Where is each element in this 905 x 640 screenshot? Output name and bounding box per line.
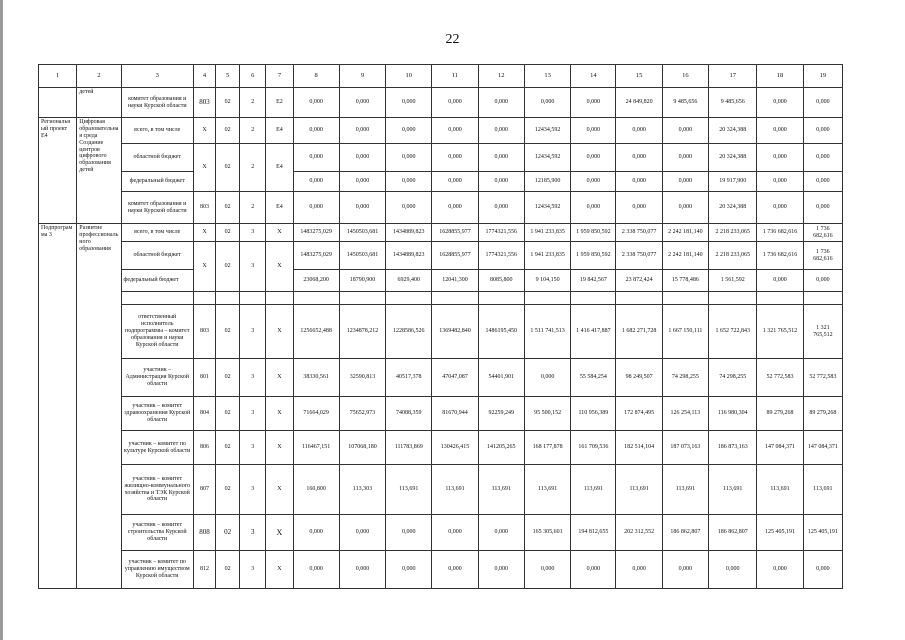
cell: 1 736 682,616	[757, 224, 803, 242]
cell: участник – комитет строительства Курской области	[121, 515, 193, 551]
cell: 1 321 765,512	[803, 305, 842, 359]
cell: 0,000	[339, 192, 385, 224]
cell: Е2	[266, 88, 293, 118]
cell: Х	[193, 242, 215, 292]
cell: 2	[240, 192, 266, 224]
cell: 18790,900	[339, 270, 385, 292]
column-header: 19	[803, 65, 842, 88]
table-row	[39, 465, 843, 515]
cell: 0,000	[803, 551, 842, 589]
column-header: 14	[571, 65, 616, 88]
cell: 02	[216, 397, 240, 431]
cell: 1 321 765,512	[757, 305, 803, 359]
cell: 2	[240, 118, 266, 144]
cell: 95 500,152	[524, 397, 570, 431]
cell: 0,000	[616, 172, 662, 192]
cell: 71664,029	[293, 397, 339, 431]
cell: 0,000	[616, 144, 662, 172]
cell: 40517,378	[386, 359, 432, 397]
cell: 107068,180	[339, 431, 385, 465]
cell: 1 736 682,616	[803, 242, 842, 270]
cell: 2 242 181,140	[662, 242, 708, 270]
cell: Региональный проект Е4	[39, 118, 77, 224]
cell: 12434,592	[524, 192, 570, 224]
cell: 0,000	[432, 118, 478, 144]
column-header: 13	[524, 65, 570, 88]
cell: 0,000	[386, 144, 432, 172]
cell: 0,000	[757, 551, 803, 589]
cell: 92259,249	[478, 397, 524, 431]
cell: Е4	[266, 118, 293, 144]
cell: 0,000	[339, 144, 385, 172]
table-row	[39, 144, 843, 172]
cell: 15 778,486	[662, 270, 708, 292]
cell: ответственный исполнитель подпрограммы – комитет образования и науки Курской области	[121, 305, 193, 359]
cell: 0,000	[339, 172, 385, 192]
cell: 125 405,191	[803, 515, 842, 551]
cell: Цифровая образовательная среда Создание центров цифрового образования детей	[77, 118, 121, 224]
cell: 0,000	[432, 515, 478, 551]
cell: 74088,359	[386, 397, 432, 431]
cell: 0,000	[478, 88, 524, 118]
cell: 47047,087	[432, 359, 478, 397]
cell: 1 959 850,592	[571, 242, 616, 270]
cell: 02	[216, 118, 240, 144]
cell: 1628855,977	[432, 242, 478, 270]
cell: Х	[266, 515, 293, 551]
cell: 187 073,163	[662, 431, 708, 465]
cell: 0,000	[432, 172, 478, 192]
cell: 89 279,268	[757, 397, 803, 431]
cell: 1 941 233,835	[524, 242, 570, 270]
column-header: 3	[121, 65, 193, 88]
cell: 02	[216, 224, 240, 242]
cell: комитет образования и науки Курской области	[121, 88, 193, 118]
cell: 801	[193, 359, 215, 397]
cell: 194 812,655	[571, 515, 616, 551]
cell: 804	[193, 397, 215, 431]
cell: федеральный бюджет	[121, 270, 193, 292]
cell: 0,000	[662, 118, 708, 144]
cell: 02	[216, 465, 240, 515]
cell: 0,000	[293, 118, 339, 144]
column-header: 16	[662, 65, 708, 88]
table-row	[39, 270, 843, 292]
cell: 0,000	[293, 515, 339, 551]
table-row	[39, 431, 843, 465]
cell: 0,000	[293, 551, 339, 589]
cell: 806	[193, 431, 215, 465]
cell: 0,000	[571, 118, 616, 144]
cell: 12185,900	[524, 172, 570, 192]
column-header: 8	[293, 65, 339, 88]
cell: Х	[266, 551, 293, 589]
cell: 0,000	[386, 118, 432, 144]
cell: 9 485,656	[709, 88, 757, 118]
cell: 0,000	[803, 192, 842, 224]
cell: 0,000	[524, 359, 570, 397]
cell: 165 305,601	[524, 515, 570, 551]
column-header: 9	[339, 65, 385, 88]
cell: детей	[77, 88, 121, 118]
cell: 172 874,495	[616, 397, 662, 431]
cell: 111783,869	[386, 431, 432, 465]
cell: 12041,300	[432, 270, 478, 292]
cell: 2	[240, 88, 266, 118]
cell: 20 324,388	[709, 192, 757, 224]
cell: всего, в том числе	[121, 224, 193, 242]
cell: 812	[193, 551, 215, 589]
cell: 141205,265	[478, 431, 524, 465]
cell: 1 561,592	[709, 270, 757, 292]
cell: 02	[216, 551, 240, 589]
cell: 2 218 233,065	[709, 224, 757, 242]
cell: 0,000	[757, 172, 803, 192]
cell: 110 956,389	[571, 397, 616, 431]
cell: 02	[216, 144, 240, 192]
cell: 2 242 181,140	[662, 224, 708, 242]
cell: 0,000	[386, 172, 432, 192]
table-row	[39, 397, 843, 431]
cell: 0,000	[432, 551, 478, 589]
cell: участник – Администрация Курской области	[121, 359, 193, 397]
cell: участник – комитет по культуре Курской области	[121, 431, 193, 465]
cell: Х	[266, 242, 293, 292]
cell: 125 405,191	[757, 515, 803, 551]
cell: 0,000	[478, 551, 524, 589]
cell: 1483275,029	[293, 242, 339, 270]
cell: 0,000	[616, 192, 662, 224]
cell: 38330,561	[293, 359, 339, 397]
cell: 32590,813	[339, 359, 385, 397]
cell: 1486195,450	[478, 305, 524, 359]
cell: 0,000	[339, 515, 385, 551]
cell: 74 298,255	[662, 359, 708, 397]
table-row	[39, 224, 843, 242]
column-header: 4	[193, 65, 215, 88]
cell: участник – комитет по управлению имуществом Курской области	[121, 551, 193, 589]
cell: 0,000	[571, 172, 616, 192]
column-header: 2	[77, 65, 121, 88]
cell: 0,000	[386, 551, 432, 589]
cell: 02	[216, 88, 240, 118]
cell: 113,691	[662, 465, 708, 515]
cell: 0,000	[339, 88, 385, 118]
cell: 0,000	[524, 88, 570, 118]
cell: 52 772,583	[803, 359, 842, 397]
cell: 1 652 722,843	[709, 305, 757, 359]
cell: 803	[193, 305, 215, 359]
cell: 0,000	[571, 144, 616, 172]
cell: комитет образования и науки Курской области	[121, 192, 193, 224]
cell: 0,000	[662, 172, 708, 192]
cell: 130426,415	[432, 431, 478, 465]
cell: 1 736 682,616	[757, 242, 803, 270]
cell: 6929,400	[386, 270, 432, 292]
cell: 186 862,807	[662, 515, 708, 551]
cell: 1 941 233,835	[524, 224, 570, 242]
cell: 0,000	[478, 144, 524, 172]
cell: 3	[240, 551, 266, 589]
table-row	[39, 359, 843, 397]
cell: 0,000	[478, 118, 524, 144]
cell: 0,000	[571, 192, 616, 224]
cell: 126 254,113	[662, 397, 708, 431]
cell: областной бюджет	[121, 144, 193, 172]
cell: 803	[193, 192, 215, 224]
column-header: 6	[240, 65, 266, 88]
cell: 1234878,212	[339, 305, 385, 359]
cell: 02	[216, 192, 240, 224]
cell: 0,000	[478, 192, 524, 224]
cell: 113,691	[571, 465, 616, 515]
cell: 1369482,840	[432, 305, 478, 359]
cell: 02	[216, 242, 240, 292]
cell: 186 862,807	[709, 515, 757, 551]
cell: 1450503,681	[339, 242, 385, 270]
cell: 0,000	[339, 551, 385, 589]
cell: 2 218 233,065	[709, 242, 757, 270]
cell: Подпрограмма 3	[39, 224, 77, 589]
cell: Е4	[266, 192, 293, 224]
column-header: 11	[432, 65, 478, 88]
cell: 0,000	[757, 118, 803, 144]
cell: 20 324,388	[709, 118, 757, 144]
cell: 803	[193, 88, 215, 118]
cell: 3	[240, 359, 266, 397]
cell: 186 873,163	[709, 431, 757, 465]
cell: 0,000	[293, 192, 339, 224]
scan-edge	[0, 0, 3, 640]
cell: 182 514,104	[616, 431, 662, 465]
cell: 0,000	[662, 144, 708, 172]
cell: 89 279,268	[803, 397, 842, 431]
cell: 0,000	[386, 515, 432, 551]
cell: 1774321,556	[478, 224, 524, 242]
cell: 0,000	[571, 88, 616, 118]
cell: Х	[266, 465, 293, 515]
table-row	[39, 292, 843, 305]
cell: 19 842,567	[571, 270, 616, 292]
cell: всего, в том числе	[121, 118, 193, 144]
cell: 113,691	[803, 465, 842, 515]
table-row	[39, 551, 843, 589]
cell: 1434889,823	[386, 224, 432, 242]
cell: 1628855,977	[432, 224, 478, 242]
cell: 808	[193, 515, 215, 551]
table-row	[39, 305, 843, 359]
cell	[39, 88, 77, 118]
cell: 1228586,526	[386, 305, 432, 359]
column-header: 5	[216, 65, 240, 88]
table-row	[39, 118, 843, 144]
cell: 0,000	[757, 88, 803, 118]
cell: 0,000	[662, 192, 708, 224]
cell: 1 959 850,592	[571, 224, 616, 242]
cell: 1256652,488	[293, 305, 339, 359]
cell: 0,000	[386, 88, 432, 118]
cell: 52 772,583	[757, 359, 803, 397]
cell: 0,000	[339, 118, 385, 144]
cell: 0,000	[616, 118, 662, 144]
cell: 116 980,304	[709, 397, 757, 431]
cell: 0,000	[293, 88, 339, 118]
column-header: 10	[386, 65, 432, 88]
cell: 1 511 741,513	[524, 305, 570, 359]
cell: 160,800	[293, 465, 339, 515]
cell: 02	[216, 305, 240, 359]
cell: 1774321,556	[478, 242, 524, 270]
table-row	[39, 515, 843, 551]
cell: 3	[240, 515, 266, 551]
cell: 0,000	[803, 270, 842, 292]
cell: 23 872,424	[616, 270, 662, 292]
column-header: 15	[616, 65, 662, 88]
cell: 113,691	[757, 465, 803, 515]
cell: 0,000	[386, 192, 432, 224]
column-header: 12	[478, 65, 524, 88]
cell: 3	[240, 431, 266, 465]
cell: 116467,151	[293, 431, 339, 465]
cell: 55 584,254	[571, 359, 616, 397]
table-row	[39, 242, 843, 270]
cell: 0,000	[757, 270, 803, 292]
cell: 113,691	[524, 465, 570, 515]
cell: Х	[266, 431, 293, 465]
cell: 3	[240, 465, 266, 515]
cell: 75652,973	[339, 397, 385, 431]
cell: Е4	[266, 144, 293, 192]
cell: 74 298,255	[709, 359, 757, 397]
cell: 147 084,371	[757, 431, 803, 465]
cell: 0,000	[478, 172, 524, 192]
cell: 168 177,878	[524, 431, 570, 465]
cell: 113,691	[386, 465, 432, 515]
cell: 3	[240, 397, 266, 431]
cell: 12434,592	[524, 118, 570, 144]
cell: 0,000	[803, 88, 842, 118]
cell: 0,000	[571, 551, 616, 589]
table-row	[39, 192, 843, 224]
cell: 0,000	[709, 551, 757, 589]
cell: 2 338 750,077	[616, 224, 662, 242]
cell: 1483275,029	[293, 224, 339, 242]
cell: 0,000	[478, 515, 524, 551]
cell: 0,000	[803, 172, 842, 192]
cell: 23068,200	[293, 270, 339, 292]
cell: 19 917,900	[709, 172, 757, 192]
cell: Х	[193, 144, 215, 192]
header-row	[39, 65, 843, 88]
budget-table	[38, 64, 843, 589]
cell: 113,691	[432, 465, 478, 515]
cell: 12434,592	[524, 144, 570, 172]
cell: 3	[240, 242, 266, 292]
cell: 202 312,552	[616, 515, 662, 551]
cell: 9 485,656	[662, 88, 708, 118]
cell: 3	[240, 224, 266, 242]
cell: 9 104,150	[524, 270, 570, 292]
cell: участник – комитет здравоохранения Курской области	[121, 397, 193, 431]
cell: 0,000	[757, 192, 803, 224]
cell: 0,000	[432, 192, 478, 224]
cell: Х	[266, 397, 293, 431]
column-header: 17	[709, 65, 757, 88]
cell: Х	[266, 359, 293, 397]
cell: 20 324,388	[709, 144, 757, 172]
cell: 0,000	[803, 144, 842, 172]
cell: 0,000	[432, 88, 478, 118]
cell: 02	[216, 431, 240, 465]
cell: 1 667 150,111	[662, 305, 708, 359]
column-header: 18	[757, 65, 803, 88]
cell: 0,000	[293, 172, 339, 192]
cell: 24 849,820	[616, 88, 662, 118]
cell: 81670,944	[432, 397, 478, 431]
cell: 113,691	[709, 465, 757, 515]
cell: 2 338 750,077	[616, 242, 662, 270]
cell: 0,000	[432, 144, 478, 172]
cell: 0,000	[524, 551, 570, 589]
cell: областной бюджет	[121, 242, 193, 270]
column-header: 1	[39, 65, 77, 88]
cell: Х	[266, 224, 293, 242]
cell: 113,691	[478, 465, 524, 515]
cell: 1434889,823	[386, 242, 432, 270]
cell: 807	[193, 465, 215, 515]
cell: 2	[240, 144, 266, 192]
cell: 147 084,371	[803, 431, 842, 465]
cell: 54401,901	[478, 359, 524, 397]
cell: 8085,800	[478, 270, 524, 292]
cell: 1450503,681	[339, 224, 385, 242]
cell: Х	[193, 224, 215, 242]
cell: Развитие профессионального образования	[77, 224, 121, 589]
cell: 0,000	[616, 551, 662, 589]
cell: 3	[240, 305, 266, 359]
cell: 02	[216, 515, 240, 551]
cell: 161 709,536	[571, 431, 616, 465]
cell: 1 682 271,728	[616, 305, 662, 359]
cell: 0,000	[293, 144, 339, 172]
cell: Х	[193, 118, 215, 144]
cell: 113,691	[616, 465, 662, 515]
cell: 98 249,507	[616, 359, 662, 397]
cell: федеральный бюджет	[121, 172, 193, 192]
cell: 0,000	[803, 118, 842, 144]
cell: 0,000	[662, 551, 708, 589]
cell: 02	[216, 359, 240, 397]
cell: 113,303	[339, 465, 385, 515]
table-row	[39, 88, 843, 118]
cell: 0,000	[757, 144, 803, 172]
cell: 1 736 682,616	[803, 224, 842, 242]
column-header: 7	[266, 65, 293, 88]
cell: Х	[266, 305, 293, 359]
cell: участник – комитет жилищно-коммунального хозяйства и ТЭК Курской области	[121, 465, 193, 515]
page-number: 22	[445, 32, 460, 47]
cell: 1 416 417,887	[571, 305, 616, 359]
table-row	[39, 172, 843, 192]
